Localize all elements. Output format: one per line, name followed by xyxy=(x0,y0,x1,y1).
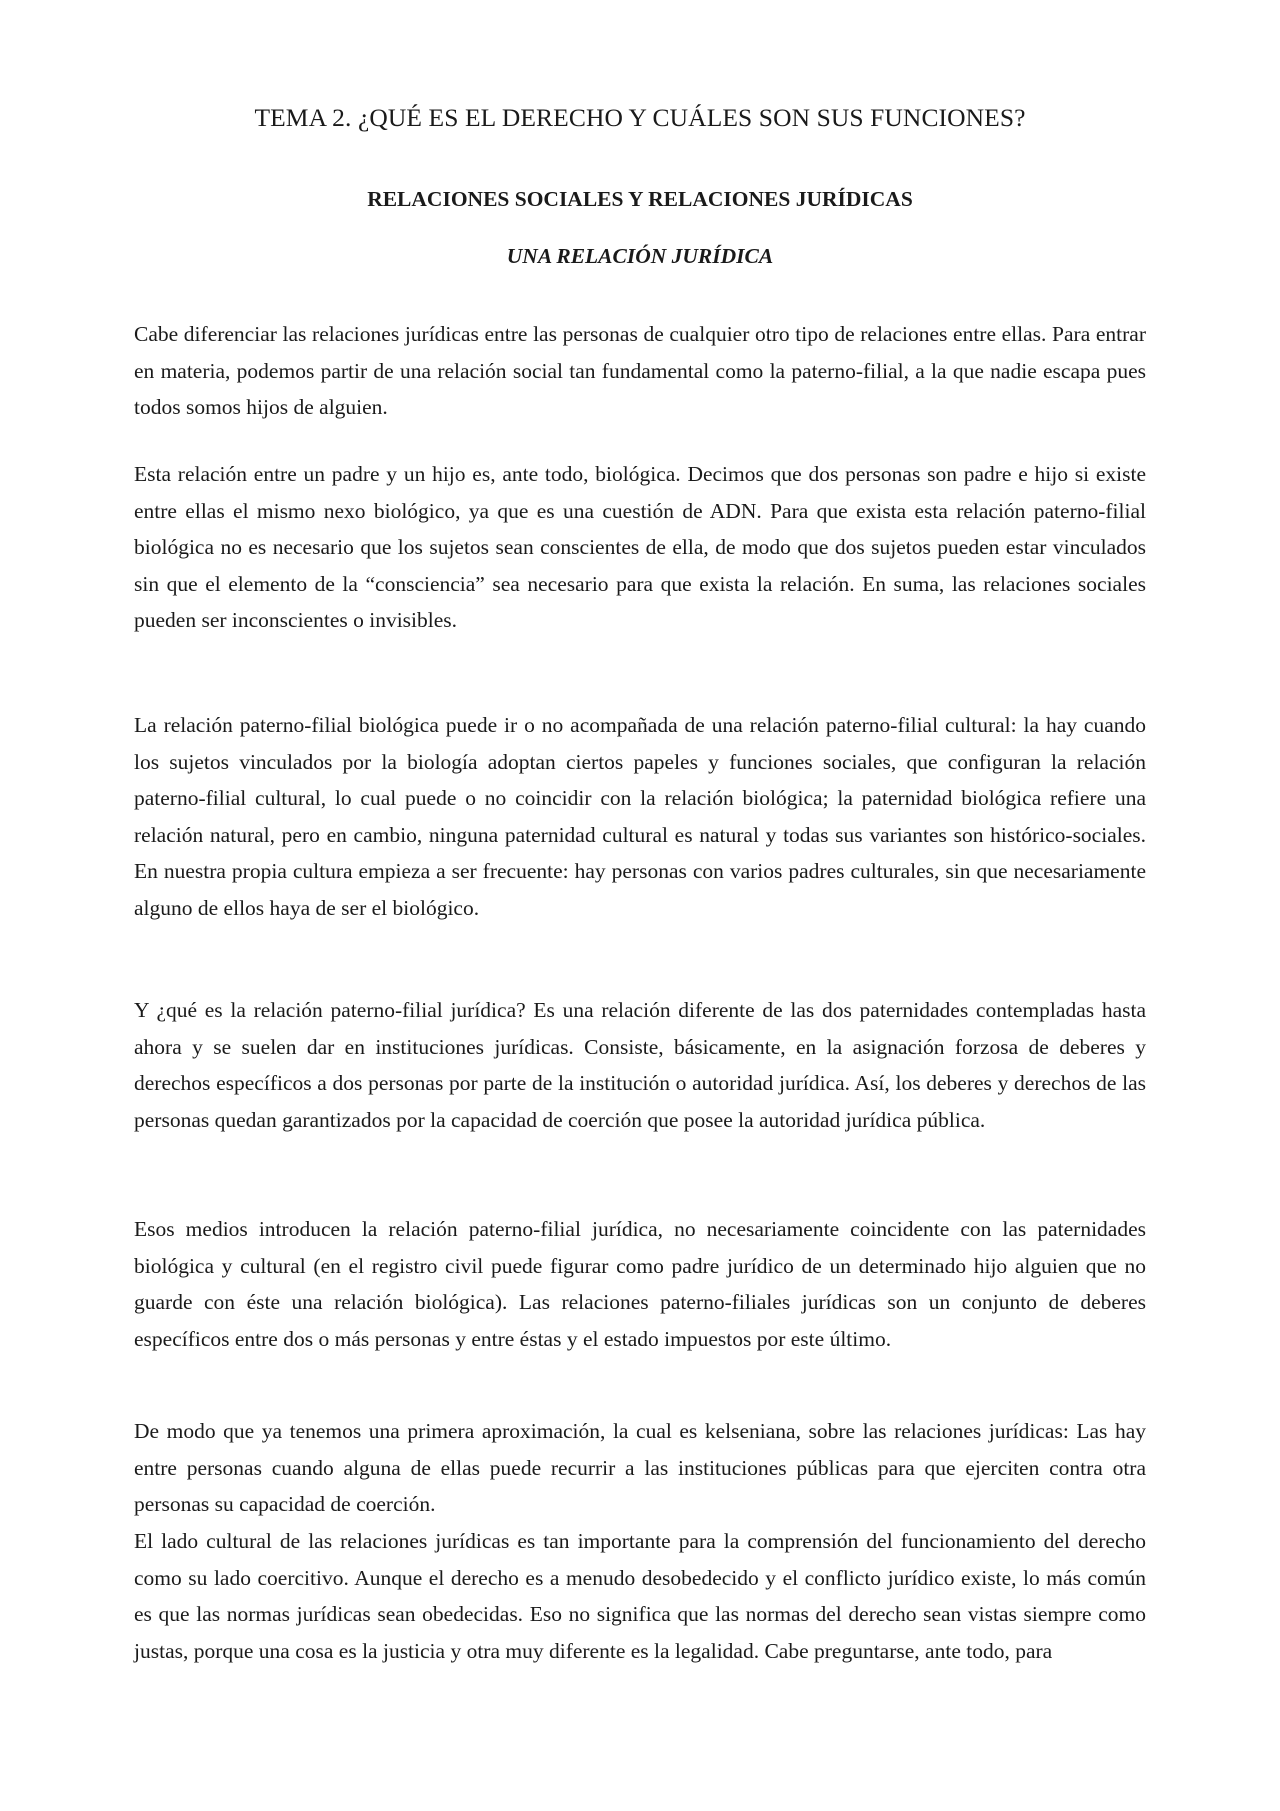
paragraph-3: La relación paterno-filial biológica puede ir o no acompañada de una relación paterno-filial cultural: la hay cuando los sujetos vinculados por la biología adoptan ciertos papeles y funciones sociales, que configuran la relación paterno-filial cultural, lo cual puede o no coincidir con la relación biológica; la paternidad biológica refiere una relación natural, pero en cambio, ninguna paternidad cultural es natural y todas sus variantes son histórico-sociales. En nuestra propia cultura empieza a ser frecuente: hay personas con varios padres culturales, sin que necesariamente alguno de ellos haya de ser el biológico. xyxy=(134,713,1146,920)
paragraph-5: Esos medios introducen la relación paterno-filial jurídica, no necesariamente coincidente con las paternidades biológica y cultural (en el registro civil puede figurar como padre jurídico de un determinado hijo alguien que no guarde con éste una relación biológica). Las relaciones paterno-filiales jurídicas son un conjunto de deberes específicos entre dos o más personas y entre éstas y el estado impuestos por este último. xyxy=(134,1217,1146,1351)
paragraph-1: Cabe diferenciar las relaciones jurídicas entre las personas de cualquier otro tipo de relaciones entre ellas. Para entrar en materia, podemos partir de una relación social tan fundamental como la paterno-filial, a la que nadie escapa pues todos somos hijos de alguien. xyxy=(134,322,1146,420)
paragraph-4: Y ¿qué es la relación paterno-filial jurídica? Es una relación diferente de las dos paternidades contempladas hasta ahora y se suelen dar en instituciones jurídicas. Consiste, básicamente, en la asignación forzosa de deberes y derechos específicos a dos personas por parte de la institución o autoridad jurídica. Así, los deberes y derechos de las personas quedan garantizados por la capacidad de coerción que posee la autoridad jurídica pública. xyxy=(134,998,1146,1132)
document-title: TEMA 2. ¿QUÉ ES EL DERECHO Y CUÁLES SON SUS FUNCIONES? xyxy=(254,103,1026,132)
document-subtitle: RELACIONES SOCIALES Y RELACIONES JURÍDICAS xyxy=(367,187,913,211)
paragraph-2: Esta relación entre un padre y un hijo es, ante todo, biológica. Decimos que dos personas son padre e hijo si existe entre ellas el mismo nexo biológico, ya que es una cuestión de ADN. Para que exista esta relación paterno-filial biológica no es necesario que los sujetos sean conscientes de ella, de modo que dos sujetos pueden estar vinculados sin que el elemento de la “consciencia” sea necesario para que exista la relación. En suma, las relaciones sociales pueden ser inconscientes o invisibles. xyxy=(134,462,1146,633)
paragraph-6: De modo que ya tenemos una primera aproximación, la cual es kelseniana, sobre las relaciones jurídicas: Las hay entre personas cuando alguna de ellas puede recurrir a las instituciones públicas para que ejerciten contra otra personas su capacidad de coerción. xyxy=(134,1419,1146,1517)
paragraph-7: El lado cultural de las relaciones jurídicas es tan importante para la comprensión del funcionamiento del derecho como su lado coercitivo. Aunque el derecho es a menudo desobedecido y el conflicto jurídico existe, lo más común es que las normas jurídicas sean obedecidas. Eso no significa que las normas del derecho sean vistas siempre como justas, porque una cosa es la justicia y otra muy diferente es la legalidad. Cabe preguntarse, ante todo, para xyxy=(134,1529,1146,1663)
section-heading: UNA RELACIÓN JURÍDICA xyxy=(506,244,774,268)
